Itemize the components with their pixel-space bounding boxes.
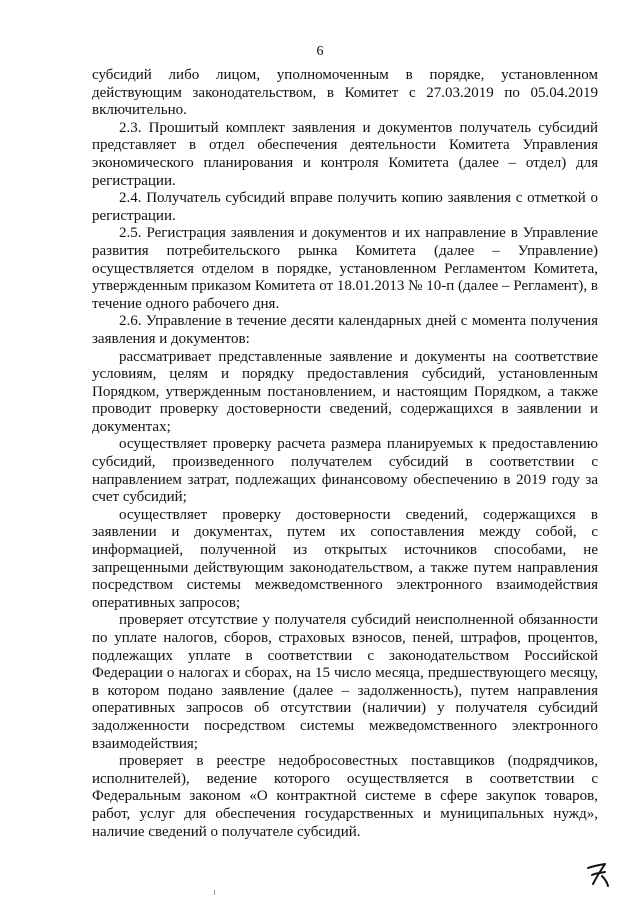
paragraph-2-6: 2.6. Управление в течение десяти календарных дней с момента получения заявления и документов: [92, 313, 598, 347]
paragraph-continuation: субсидий либо лицом, уполномоченным в порядке, установленном действующим законодательством, в Комитет с 27.03.2019 по 05.04.2019 включительно. [92, 67, 598, 119]
paragraph-review-documents: рассматривает представленные заявление и документы на соответствие условиям, целям и порядку предоставления субсидий, установленным Порядком, утвержденным постановлением, и настоящим Порядком, а также проводит проверку достоверности сведений, содержащихся в заявлении и документах; [92, 348, 598, 435]
paragraph-check-supplier-registry: проверяет в реестре недобросовестных поставщиков (подрядчиков, исполнителей), ведение которого осуществляется в соответствии с Федеральным законом «О контрактной системе в сфере закупок товаров, работ, услуг для обеспечения государственных и муниципальных нужд», наличие сведений о получателе субсидий. [92, 753, 598, 840]
paragraph-verify-information: осуществляет проверку достоверности сведений, содержащихся в заявлении и документах, путем их сопоставления между собой, с информацией, полученной из открытых источников способами, не запрещенными действующим законодательством, а также путем направления посредством системы межведомственного электронного взаимодействия оперативных запросов; [92, 506, 598, 611]
paragraph-2-4: 2.4. Получатель субсидий вправе получить копию заявления с отметкой о регистрации. [92, 190, 598, 224]
scan-artifact [214, 890, 215, 895]
handwritten-initial-signature [583, 858, 613, 888]
paragraph-check-calculation: осуществляет проверку расчета размера планируемых к предоставлению субсидий, произведенного получателем субсидий в соответствии с направлением затрат, подлежащих финансовому обеспечению в 2019 году за счет субсидий; [92, 436, 598, 506]
document-body [92, 67, 598, 841]
paragraph-check-tax-debt: проверяет отсутствие у получателя субсидий неисполненной обязанности по уплате налогов, сборов, страховых взносов, пеней, штрафов, процентов, подлежащих уплате в соответствии с законодательством Российской Федерации о налогах и сборах, на 15 число месяца, предшествующего месяцу, в котором подано заявление (далее – задолженность), путем направления оперативных запросов об отсутствии (наличии) у получателя субсидий задолженности посредством системы межведомственного электронного взаимодействия; [92, 612, 598, 752]
page-number: 6 [316, 44, 324, 59]
paragraph-2-5: 2.5. Регистрация заявления и документов и их направление в Управление развития потребительского рынка Комитета (далее – Управление) осуществляется отделом в порядке, установленном Регламентом Комитета, утвержденным приказом Комитета от 18.01.2013 № 10-п (далее – Регламент), в течение одного рабочего дня. [92, 225, 598, 312]
paragraph-2-3: 2.3. Прошитый комплект заявления и документов получатель субсидий представляет в отдел обеспечения деятельности Комитета Управления экономического планирования и контроля Комитета (далее – отдел) для регистрации. [92, 119, 598, 189]
